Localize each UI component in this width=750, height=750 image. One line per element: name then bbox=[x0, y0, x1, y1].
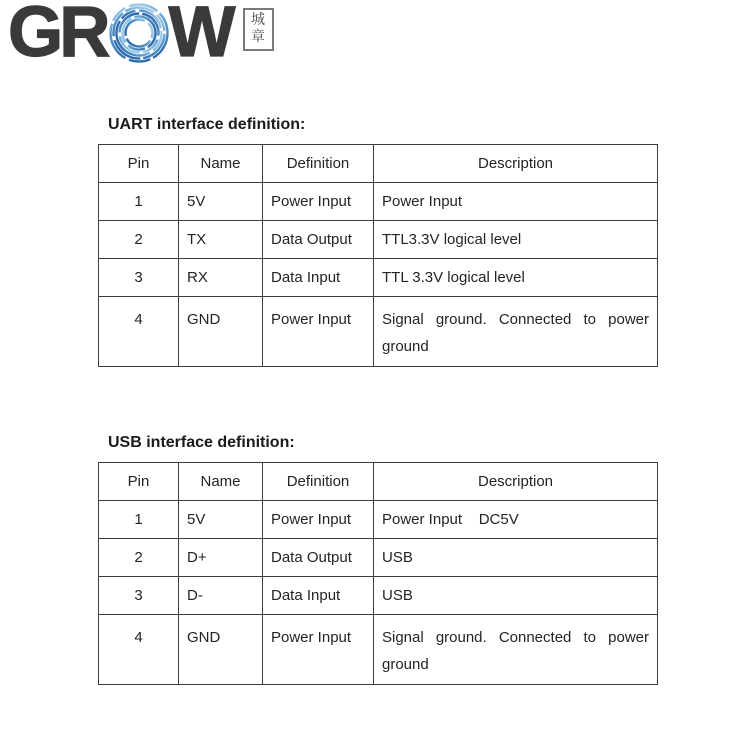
cell-description: USB bbox=[374, 539, 658, 577]
logo-text-gr: GR bbox=[8, 0, 107, 72]
uart-table bbox=[98, 144, 658, 367]
table-row bbox=[99, 539, 658, 577]
cell-pin: 3 bbox=[99, 577, 179, 615]
table-row bbox=[99, 577, 658, 615]
cell-definition: Power Input bbox=[263, 183, 374, 221]
logo-text-w: W bbox=[168, 0, 232, 72]
cell-pin: 1 bbox=[99, 183, 179, 221]
table-row bbox=[99, 297, 658, 367]
header-cell-definition: Definition bbox=[263, 463, 374, 501]
cell-description: TTL3.3V logical level bbox=[374, 221, 658, 259]
cell-description: Power Input bbox=[374, 183, 658, 221]
cell-pin: 2 bbox=[99, 539, 179, 577]
cell-pin: 2 bbox=[99, 221, 179, 259]
cell-definition: Power Input bbox=[263, 615, 374, 685]
cell-pin: 3 bbox=[99, 259, 179, 297]
fingerprint-o-icon bbox=[108, 2, 170, 64]
cell-name: GND bbox=[179, 297, 263, 367]
cell-description: Power Input DC5V bbox=[374, 501, 658, 539]
table-row bbox=[99, 183, 658, 221]
cell-pin: 4 bbox=[99, 615, 179, 685]
cell-definition: Power Input bbox=[263, 297, 374, 367]
table-row bbox=[99, 501, 658, 539]
cell-definition: Data Output bbox=[263, 539, 374, 577]
cell-definition: Data Input bbox=[263, 577, 374, 615]
cell-name: D- bbox=[179, 577, 263, 615]
seal-stamp bbox=[243, 8, 274, 51]
cell-definition: Data Input bbox=[263, 259, 374, 297]
cell-name: D+ bbox=[179, 539, 263, 577]
usb-table-title: USB interface definition: bbox=[108, 434, 295, 451]
uart-table-title: UART interface definition: bbox=[108, 116, 306, 133]
table-row bbox=[99, 615, 658, 685]
grow-logo bbox=[8, 0, 274, 72]
uart-section bbox=[98, 116, 659, 367]
cell-name: 5V bbox=[179, 183, 263, 221]
cell-description: TTL 3.3V logical level bbox=[374, 259, 658, 297]
cell-name: 5V bbox=[179, 501, 263, 539]
header-cell-description: Description bbox=[374, 463, 658, 501]
cell-name: RX bbox=[179, 259, 263, 297]
table-row bbox=[99, 221, 658, 259]
header-cell-name: Name bbox=[179, 145, 263, 183]
usb-table bbox=[98, 462, 658, 685]
seal-char-top: 城 bbox=[251, 12, 266, 28]
cell-pin: 4 bbox=[99, 297, 179, 367]
cell-description: USB bbox=[374, 577, 658, 615]
cell-definition: Power Input bbox=[263, 501, 374, 539]
header-cell-description: Description bbox=[374, 145, 658, 183]
header-cell-definition: Definition bbox=[263, 145, 374, 183]
cell-name: TX bbox=[179, 221, 263, 259]
seal-char-bottom: 章 bbox=[251, 29, 266, 45]
cell-description: Signal ground. Connected to power ground bbox=[374, 615, 658, 685]
usb-section bbox=[98, 434, 659, 685]
cell-name: GND bbox=[179, 615, 263, 685]
cell-pin: 1 bbox=[99, 501, 179, 539]
table-header-row bbox=[99, 145, 658, 183]
table-row bbox=[99, 259, 658, 297]
header-cell-pin: Pin bbox=[99, 463, 179, 501]
table-header-row bbox=[99, 463, 658, 501]
header-cell-pin: Pin bbox=[99, 145, 179, 183]
cell-description: Signal ground. Connected to power ground bbox=[374, 297, 658, 367]
cell-definition: Data Output bbox=[263, 221, 374, 259]
header-cell-name: Name bbox=[179, 463, 263, 501]
